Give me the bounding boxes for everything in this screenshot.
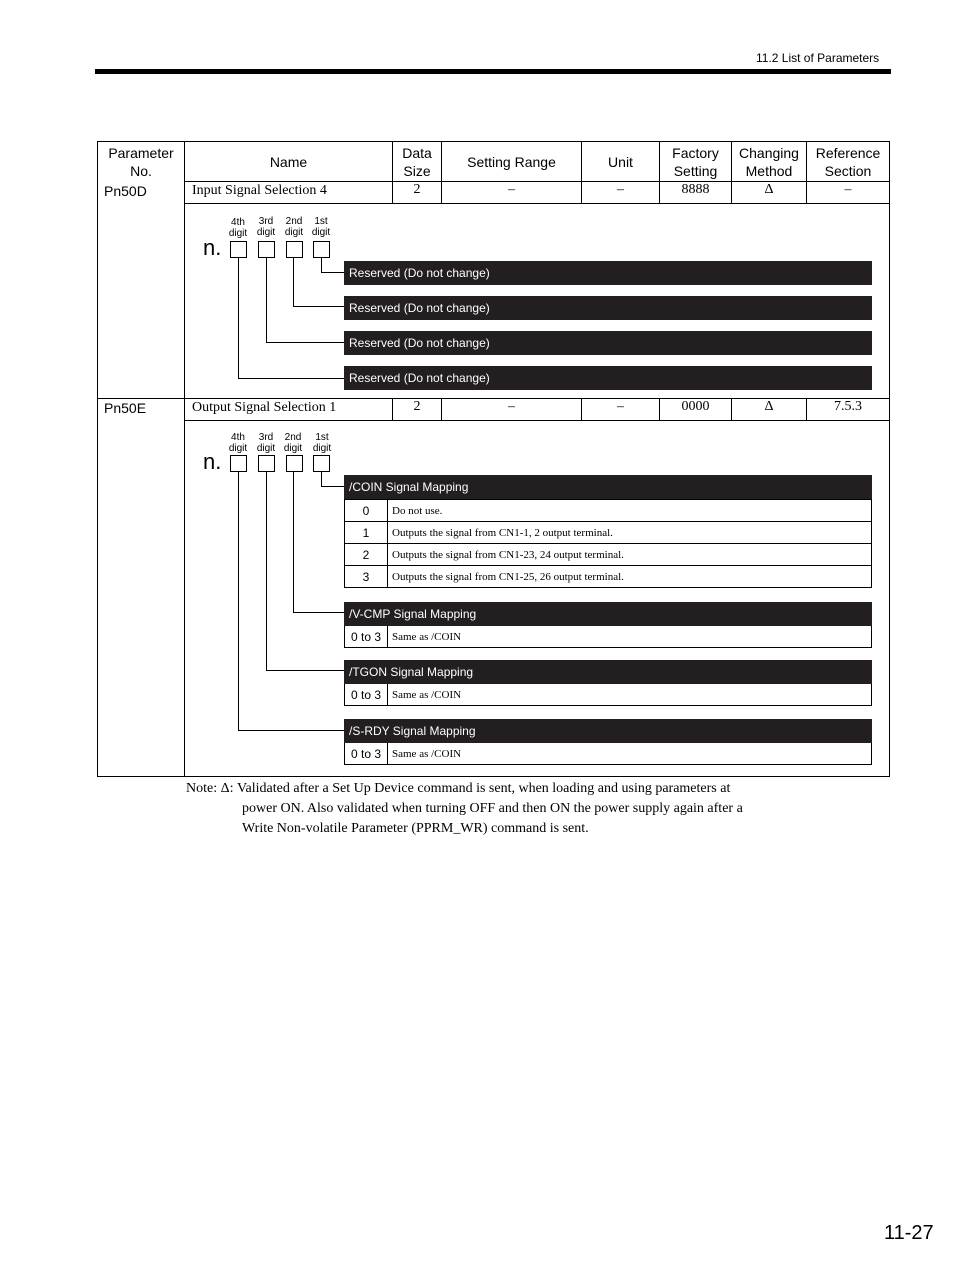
note-line-2: power ON. Also validated when turning OFF and then ON the power supply again after a: [242, 801, 743, 816]
header-name: Name: [269, 153, 308, 170]
param-no-pn50e: Pn50E: [104, 400, 147, 416]
option-desc: Outputs the signal from CN1-23, 24 output terminal.: [392, 549, 624, 561]
reference-section: 7.5.3: [834, 399, 862, 414]
option-row: [345, 743, 871, 765]
option-code: 2: [345, 544, 388, 566]
setting-range: –: [508, 399, 515, 414]
header-rule: [95, 69, 891, 74]
row-divider: [184, 203, 889, 204]
reserved-bar-3rd: Reserved (Do not change): [344, 331, 872, 355]
digit-box-2nd: [286, 241, 303, 258]
srdy-options-table: [344, 743, 872, 765]
header-unit: Unit: [608, 153, 633, 170]
connector-line: [238, 472, 239, 731]
connector-line: [238, 258, 239, 379]
connector-line: [266, 670, 344, 671]
option-desc: Do not use.: [392, 505, 443, 517]
srdy-mapping-bar: /S-RDY Signal Mapping: [344, 719, 872, 743]
option-row: [345, 521, 871, 544]
data-size: 2: [413, 182, 421, 197]
tgon-options-table: [344, 684, 872, 706]
unit: –: [617, 182, 624, 197]
option-row: [345, 684, 871, 706]
connector-line: [321, 472, 322, 487]
option-code: 0 to 3: [345, 684, 388, 706]
changing-method: Δ: [764, 182, 774, 197]
param-name: Input Signal Selection 4: [192, 183, 327, 198]
data-size: 2: [413, 399, 421, 414]
setting-range: –: [508, 182, 515, 197]
digit-label-4th: 4th digit: [228, 432, 248, 454]
option-row: [345, 543, 871, 566]
reference-section: –: [844, 182, 852, 197]
factory-setting: 8888: [681, 182, 710, 197]
reserved-bar-4th: Reserved (Do not change): [344, 366, 872, 390]
header-changing-method: Changing Method: [739, 144, 799, 179]
reserved-bar-2nd: Reserved (Do not change): [344, 296, 872, 320]
digit-box-3rd: [258, 455, 275, 472]
connector-line: [293, 306, 344, 307]
connector-line: [321, 486, 344, 487]
digit-box-3rd: [258, 241, 275, 258]
option-row: [345, 626, 871, 648]
option-desc: Same as /COIN: [392, 689, 462, 701]
digit-label-3rd: 3rd digit: [256, 216, 276, 238]
connector-line: [293, 472, 294, 613]
digit-label-3rd: 3rd digit: [256, 432, 276, 454]
page-number: 11-27: [884, 1222, 934, 1244]
tgon-mapping-bar: /TGON Signal Mapping: [344, 660, 872, 684]
option-code: 0 to 3: [345, 626, 388, 648]
header-param-no: Parameter No.: [108, 144, 174, 179]
n-prefix: n.: [203, 235, 222, 260]
option-desc: Outputs the signal from CN1-25, 26 output terminal.: [392, 570, 624, 583]
option-desc: Same as /COIN: [392, 631, 462, 643]
note-line-1: Note: Δ: Validated after a Set Up Device command is sent, when loading and using parameters at: [186, 781, 731, 796]
coin-options-table: [344, 499, 872, 588]
connector-line: [293, 258, 294, 307]
header-data-size: Data Size: [402, 144, 432, 179]
running-head: 11.2 List of Parameters: [756, 51, 880, 65]
digit-box-1st: [313, 455, 330, 472]
col-divider: [184, 142, 185, 776]
digit-box-1st: [313, 241, 330, 258]
connector-line: [266, 258, 267, 343]
param-name: Output Signal Selection 1: [192, 400, 337, 415]
connector-line: [321, 272, 344, 273]
changing-method: Δ: [764, 399, 774, 414]
digit-label-2nd: 2nd digit: [284, 216, 304, 238]
connector-line: [266, 342, 344, 343]
digit-label-4th: 4th digit: [228, 217, 248, 239]
unit: –: [617, 399, 624, 414]
vcmp-options-table: [344, 626, 872, 648]
digit-label-2nd: 2nd digit: [283, 432, 303, 454]
digit-box-2nd: [286, 455, 303, 472]
vcmp-mapping-bar: /V-CMP Signal Mapping: [344, 602, 872, 626]
option-desc: Outputs the signal from CN1-1, 2 output terminal.: [392, 527, 613, 539]
row-divider: [184, 420, 889, 421]
connector-line: [238, 730, 344, 731]
option-code: 1: [345, 522, 388, 544]
digit-box-4th: [230, 455, 247, 472]
digit-label-1st: 1st digit: [311, 216, 331, 238]
param-no-pn50d: Pn50D: [104, 183, 147, 199]
n-prefix: n.: [203, 449, 222, 474]
connector-line: [321, 258, 322, 273]
connector-line: [238, 378, 344, 379]
connector-line: [266, 472, 267, 671]
header-factory-setting: Factory Setting: [672, 144, 719, 179]
option-row: [345, 499, 871, 522]
factory-setting: 0000: [681, 399, 710, 414]
reserved-bar-1st: Reserved (Do not change): [344, 261, 872, 285]
option-code: 0 to 3: [345, 743, 388, 765]
option-desc: Same as /COIN: [392, 748, 462, 760]
option-code: 0: [345, 500, 388, 522]
option-code: 3: [345, 566, 388, 587]
header-reference-section: Reference Section: [815, 144, 881, 179]
digit-label-1st: 1st digit: [312, 432, 332, 454]
option-row: [345, 565, 871, 587]
note-line-3: Write Non-volatile Parameter (PPRM_WR) command is sent.: [242, 821, 589, 836]
connector-line: [293, 612, 344, 613]
coin-mapping-bar: /COIN Signal Mapping: [344, 475, 872, 499]
digit-box-4th: [230, 241, 247, 258]
header-setting-range: Setting Range: [467, 153, 556, 170]
